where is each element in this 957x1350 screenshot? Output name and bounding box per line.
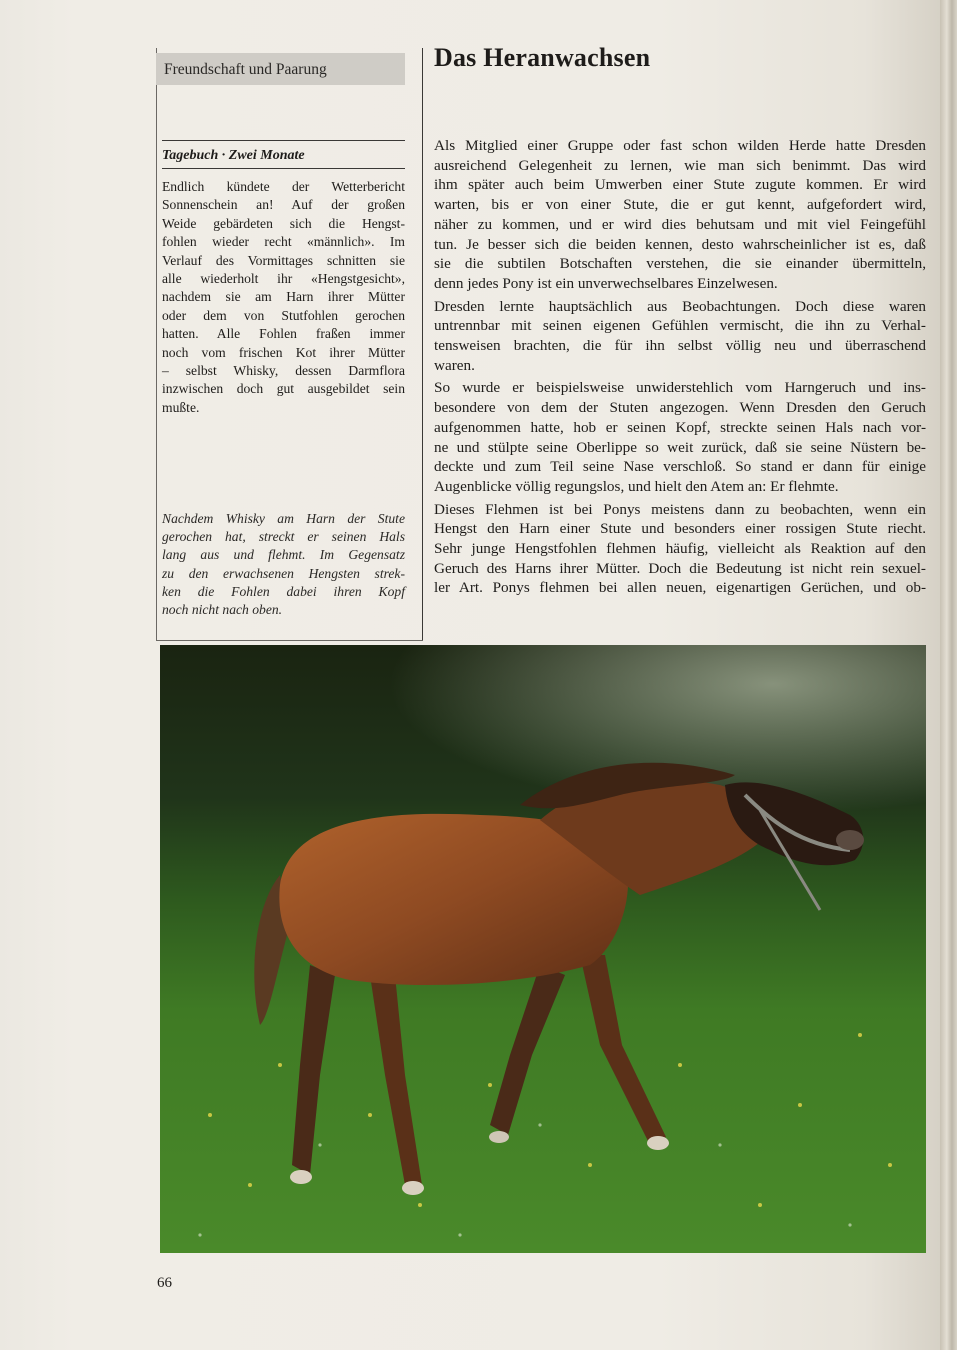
diary-heading: Tagebuch · Zwei Monate — [162, 148, 305, 163]
body-line: aufgenommen hatte, hob er seinen Kopf, streckte seinen Hals nach vor- — [434, 418, 926, 436]
body-line: deckte und zum Teil seine Nase verschloß. So stand er dann für einige — [434, 458, 926, 476]
body-line: ne und stülpte seine Oberlippe so weit zurück, daß sie seine Nüstern be- — [434, 438, 926, 456]
body-line: So wurde er beispielsweise unwiderstehlich vom Harngeruch und ins- — [434, 379, 926, 397]
diary-top-rule — [162, 140, 405, 141]
section-header: Freundschaft und Paarung — [156, 53, 405, 85]
diary-line: nachdem sie am Harn ihrer Mütter — [162, 289, 405, 305]
body-line: denn jedes Pony ist ein unverwechselbares Einzelwesen. — [434, 274, 778, 292]
caption-line: Nachdem Whisky am Harn der Stute — [162, 511, 405, 526]
body-line: Dieses Flehmen ist bei Ponys meistens dann zu beobachten, wenn ein — [434, 500, 926, 518]
main-text — [434, 136, 926, 601]
diary-line: noch vom frischen Kot ihrer Mütter — [162, 344, 405, 360]
body-line: ihm später auch beim Umwerben einer Stute zugute kommen. Er wird — [434, 176, 926, 194]
diary-heading-rule — [162, 168, 405, 169]
sidebar-bottom-rule — [156, 640, 423, 641]
chapter-title: Das Heranwachsen — [434, 43, 651, 72]
caption-line: gerochen hat, streckt er seinen Hals — [162, 529, 405, 545]
sidebar-left-rule — [156, 48, 157, 640]
body-line: warten, bis er von einer Stute, die er gut kennt, aufgefordert wird, — [434, 196, 926, 214]
paragraph — [434, 500, 926, 599]
diary-text — [162, 178, 405, 417]
body-line: besondere von dem der Stuten angezogen. Wenn Dresden den Geruch — [434, 399, 926, 417]
diary-line: Verlauf des Vormittages schnitten sie — [162, 252, 405, 268]
diary-line: – selbst Whisky, dessen Darmflora — [162, 363, 405, 379]
body-line: tensweisen brachten, die für ihn selbst völlig neu und überraschend — [434, 337, 926, 355]
page-number: 66 — [157, 1275, 172, 1291]
diary-line: hatten. Alle Fohlen fraßen immer — [162, 326, 405, 342]
caption-line: lang aus und flehmt. Im Gegensatz — [162, 547, 405, 563]
caption-line: noch nicht nach oben. — [162, 602, 283, 618]
paragraph — [434, 136, 926, 294]
body-line: tun. Je besser sich die beiden kennen, desto wahrscheinlicher ist es, daß — [434, 235, 926, 253]
diary-line: oder dem von Stutfohlen gerochen — [162, 307, 405, 323]
paragraph — [434, 297, 926, 376]
diary-line: fohlen wieder recht «männlich». Im — [162, 234, 405, 250]
body-line: Sehr junge Hengstfohlen flehmen häufig, vielleicht als Reaktion auf den — [434, 540, 926, 558]
body-line: untrennbar mit seinen eigenen Gefühlen vermischt, die ihn zu Verhal- — [434, 317, 926, 335]
foal-photo — [160, 645, 926, 1253]
body-line: ler Art. Ponys flehmen bei allen neuen, eigenartigen Gerüchen, und ob- — [434, 579, 926, 597]
caption-line: zu den erwachsenen Hengsten strek- — [162, 565, 405, 581]
photo-caption — [162, 510, 405, 619]
diary-line: Sonnenschein an! Auf der großen — [162, 197, 405, 213]
diary-line: Endlich kündete der Wetterbericht — [162, 179, 405, 194]
page-edge — [940, 0, 957, 1350]
diary-line: alle wiederholt ihr «Hengstgesicht», — [162, 271, 405, 287]
body-line: Augenblicke völlig regungslos, und hielt den Atem an: Er flehmte. — [434, 477, 839, 495]
foal-illustration — [160, 645, 926, 1253]
body-line: Geruch des Harns ihrer Mütter. Doch die Bedeutung ist nicht rein sexuel- — [434, 559, 926, 577]
column-divider — [422, 48, 423, 640]
body-line: sie die subtilen Botschaften verstehen, die sie einander übermitteln, — [434, 255, 926, 273]
body-line: Dresden lernte hauptsächlich aus Beobachtungen. Doch diese waren — [434, 297, 926, 315]
body-line: Hengst den Harn einer Stute und besonders einer rossigen Stute riecht. — [434, 520, 926, 538]
body-line: Als Mitglied einer Gruppe oder fast schon wilden Herde hatte Dresden — [434, 137, 926, 154]
diary-line: Weide gebärdeten sich die Hengst- — [162, 215, 405, 231]
diary-line: mußte. — [162, 399, 200, 415]
caption-line: ken die Fohlen dabei ihren Kopf — [162, 583, 405, 599]
body-line: waren. — [434, 356, 475, 374]
body-line: näher zu kommen, und er wird dies behutsam und mit viel Feingefühl — [434, 215, 926, 233]
body-line: ausreichend Gelegenheit zu lernen, wie man sich benimmt. Das wird — [434, 156, 926, 174]
diary-line: inzwischen doch gut ausgebildet sein — [162, 381, 405, 397]
paragraph — [434, 378, 926, 496]
